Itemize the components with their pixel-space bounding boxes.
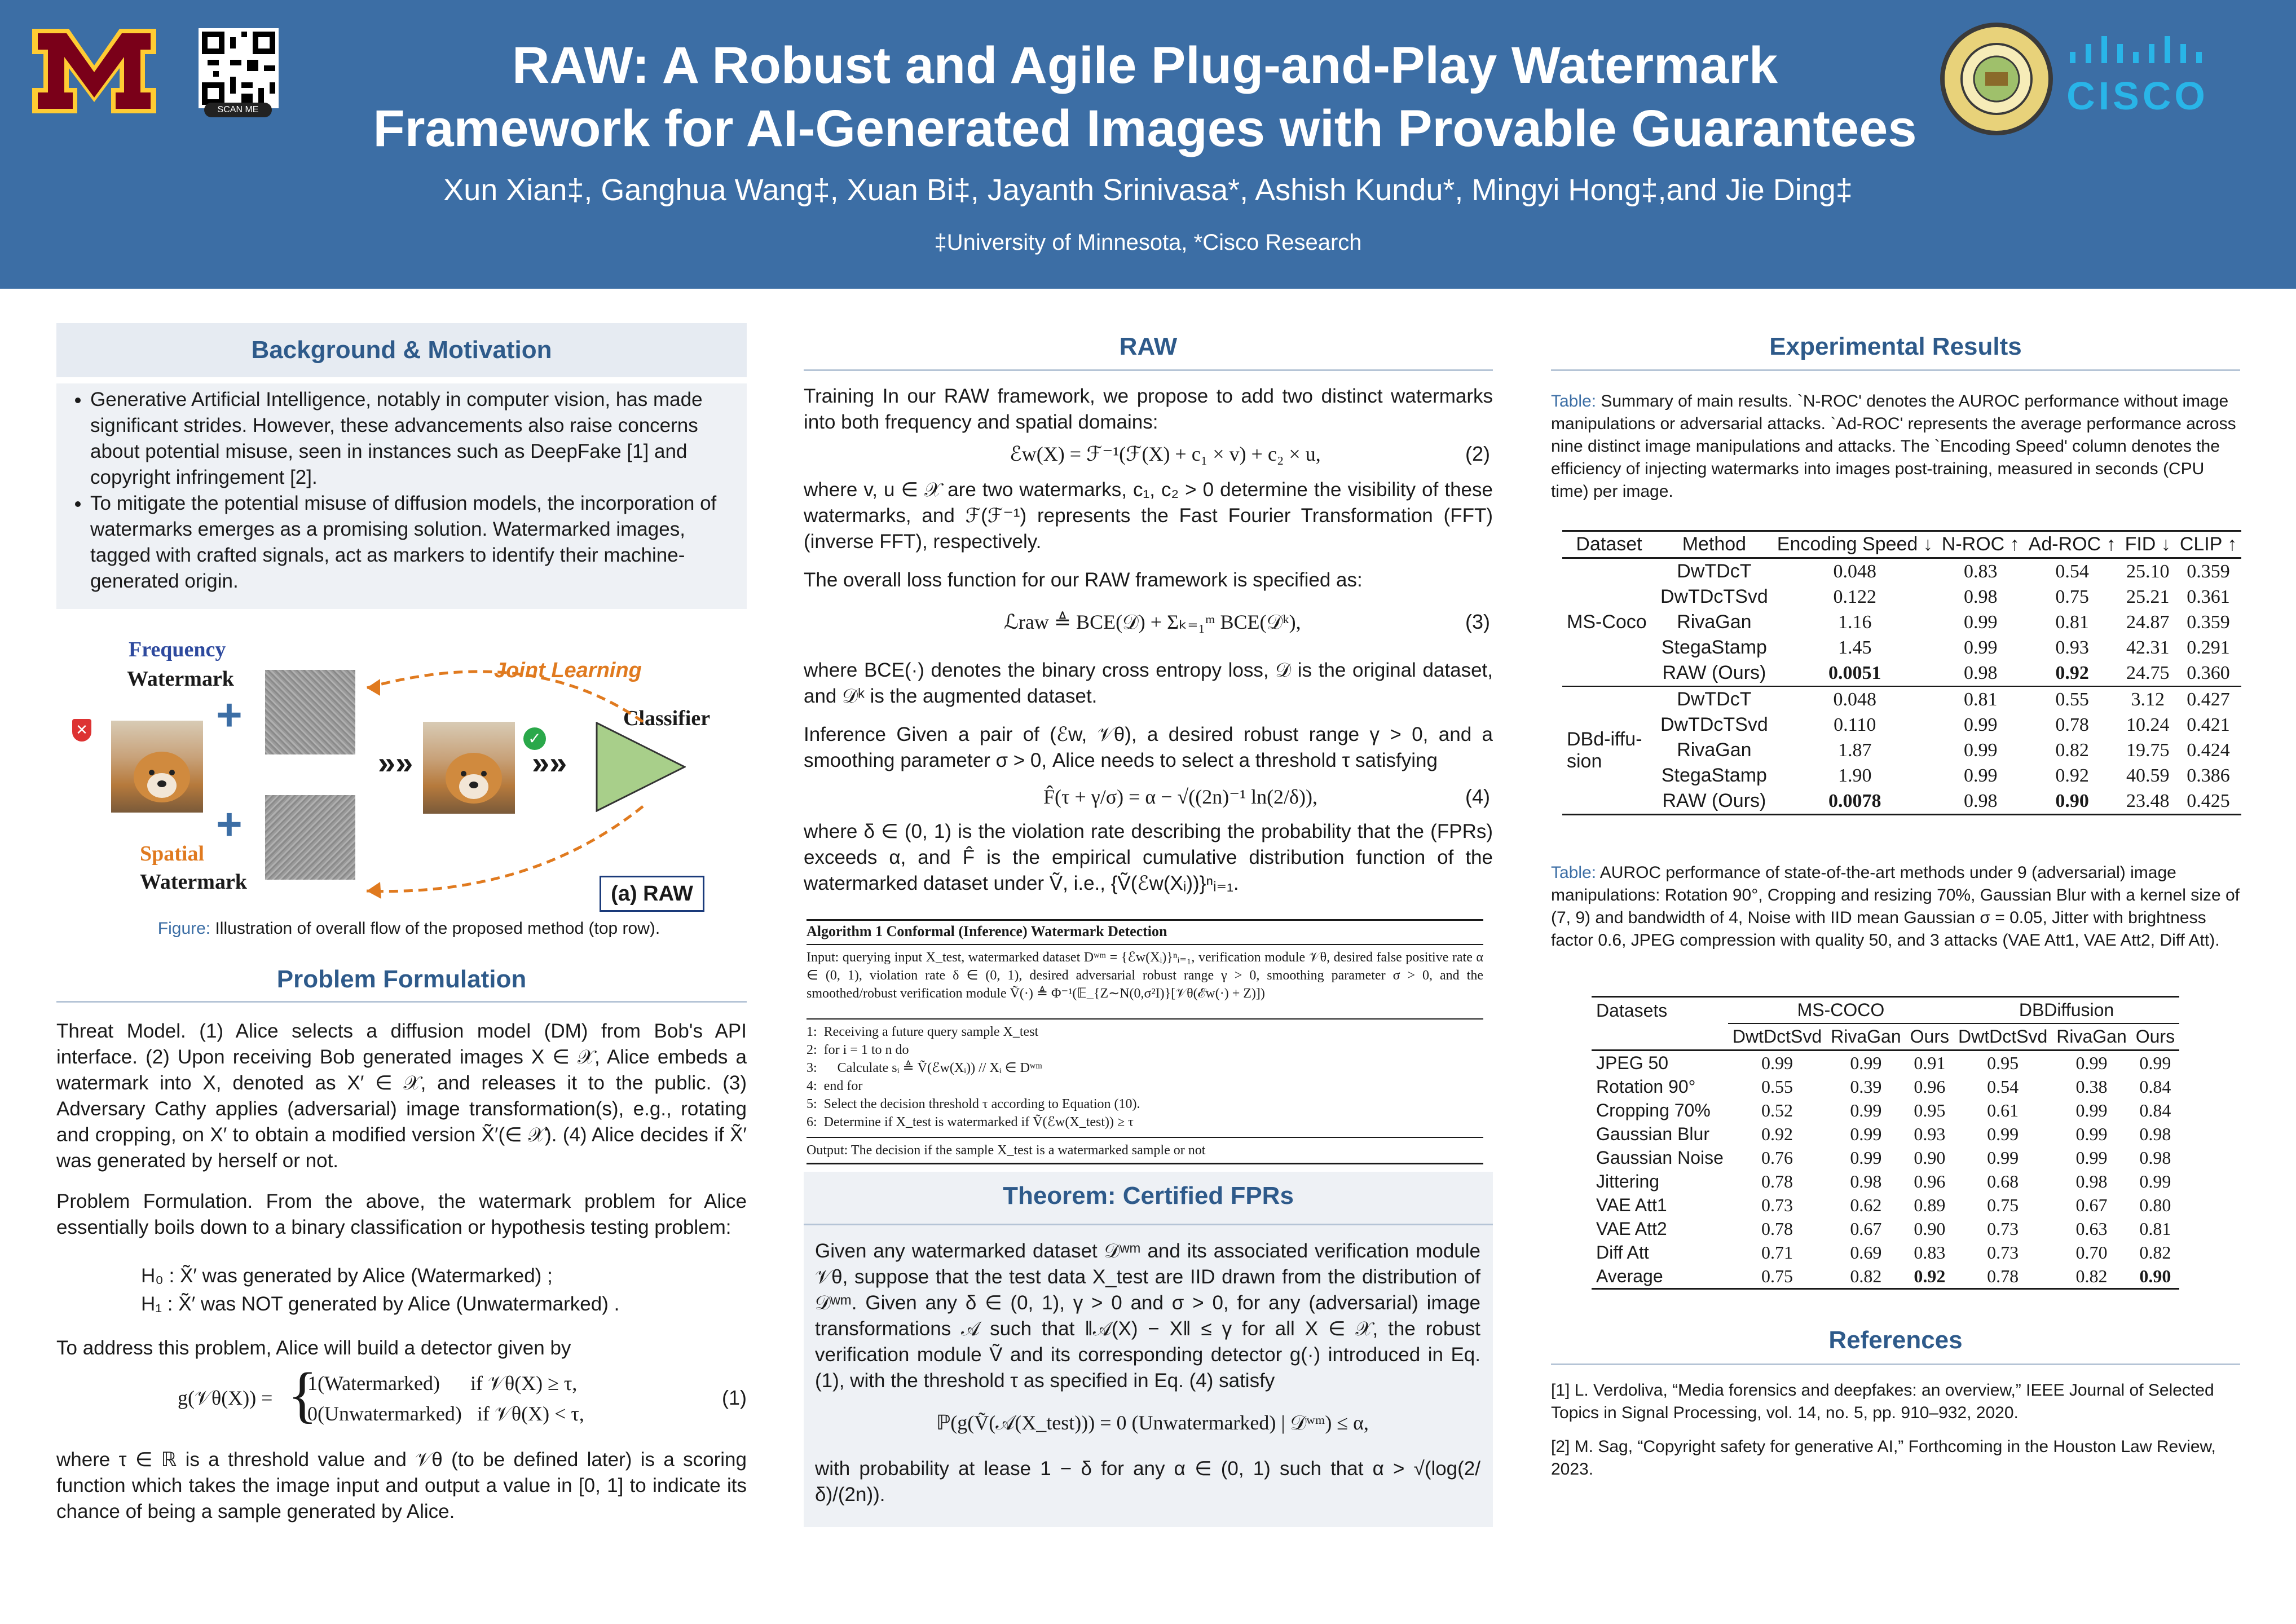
- table-2-caption-text: AUROC performance of state-of-the-art methods under 9 (adversarial) image manipulations: Rotation 90°, Cropping and resizing 70%, Gaussian Blur with a kernel size of (7, 9) and bandwidth of 4, Noise with IID mean Gaussian σ = 0.05, Jitter with brightness factor 0.6, JPEG compression with quality 50, and 3 attacks (VAE Att1, VAE Att2, Diff Att).: [1551, 863, 2240, 950]
- table-cell: 0.98: [1963, 662, 1998, 683]
- table-header-row: [1592, 997, 2179, 1024]
- table-cell: 0.99: [1987, 1123, 2019, 1144]
- title-line-1: RAW: A Robust and Agile Plug-and-Play Watermark: [512, 37, 1778, 94]
- table-header-cell: DwtDctSvd: [1958, 1026, 2048, 1047]
- table-cell: 0.99: [1850, 1052, 1882, 1073]
- table-cell: 0.425: [2187, 790, 2230, 811]
- table-cell: 0.99: [1963, 611, 1998, 633]
- table-cell: 0.92: [2055, 662, 2089, 683]
- table-cell: DwTDcT: [1677, 561, 1752, 582]
- qr-caption: SCAN ME: [204, 103, 272, 117]
- table-cell: 0.361: [2187, 586, 2230, 607]
- equation-1-lhs: g(𝒱θ(X)) =: [178, 1387, 273, 1409]
- detector-intro: To address this problem, Alice will build a detector given by: [56, 1337, 571, 1359]
- umn-logo-icon: [29, 26, 159, 116]
- algorithm-input: Input: querying input X_test, watermarked dataset Dʷᵐ = {ℰw(Xᵢ)}ⁿᵢ₌₁, verification module 𝒱θ, desired false positive rate α ∈ (0, 1), violation rate δ ∈ (0, 1), desired adversarial robust range γ > 0, smoothing parameter σ > 0, and the smoothed/robust verification module Ṽ(·) ≜ Φ⁻¹(𝔼_{Z∼N(0,σ²I)}[𝒱θ(ℰw(·) + Z)]): [807, 950, 1483, 1001]
- freq-label-1: Frequency: [129, 638, 226, 661]
- algorithm-step: 2: for i = 1 to n do: [807, 1043, 909, 1057]
- table-cell: 0.99: [2075, 1100, 2108, 1120]
- table-row: [1592, 1122, 2179, 1146]
- figure-caption-text: Illustration of overall flow of the proposed method (top row).: [210, 919, 660, 938]
- raw-title: RAW: [1119, 333, 1178, 360]
- table-cell: 0.99: [1761, 1052, 1793, 1073]
- manipulation-cell: VAE Att1: [1596, 1194, 1667, 1215]
- table-cell: 0.61: [1987, 1100, 2019, 1120]
- table-cell: 0.96: [1914, 1076, 1946, 1097]
- manipulation-cell: Rotation 90°: [1596, 1076, 1696, 1097]
- table-header-cell: N-ROC ↑: [1941, 533, 2020, 555]
- algorithm-top-rule: [807, 919, 1483, 921]
- table-cell: DwTDcT: [1677, 689, 1752, 710]
- table-cell: 0.386: [2187, 765, 2230, 786]
- table-cell: 1.90: [1838, 765, 1872, 786]
- equation-1-brace: {: [288, 1360, 318, 1429]
- results-table: [1562, 530, 2241, 815]
- table-cell: 0.84: [2139, 1076, 2171, 1097]
- table-header-cell: RivaGan: [2056, 1026, 2127, 1047]
- algorithm-step: 1: Receiving a future query sample X_test: [807, 1025, 1039, 1039]
- table-cell: 0.421: [2187, 714, 2230, 735]
- threat-model-text: (1) Alice selects a diffusion model (DM) from Bob's API interface. (2) Upon receiving Bob generated images X ∈ 𝒳, Alice embeds a watermark into X, denoted as X′ ∈ 𝒳, and releases it to the public. (3) Adversary Cathy applies (adversarial) image transformation(s), e.g., rotating and cropping, on X′ to obtain a modified version X̃′(∈ 𝒳). (4) Alice decides if X̃′ was generated by herself or not.: [56, 1020, 747, 1172]
- spatial-label-2: Watermark: [140, 870, 247, 894]
- table-header-cell: CLIP ↑: [2179, 533, 2237, 555]
- threat-model: [56, 1018, 747, 1174]
- table-cell: 0.93: [1914, 1123, 1946, 1144]
- table-header-cell: Method: [1682, 533, 1747, 555]
- dataset-cell: DBd-iffu-sion: [1567, 728, 1642, 772]
- table-cell: 0.55: [1761, 1076, 1793, 1097]
- reference-item: [1] L. Verdoliva, “Media forensics and deepfakes: an overview,” IEEE Journal of Selected Topics in Signal Processing, vol. 14, no. 5, pp. 910–932, 2020.: [1551, 1381, 2214, 1422]
- raw-label-box: [600, 876, 704, 912]
- table-header-cell: Datasets: [1596, 1000, 1668, 1021]
- method-figure: [56, 626, 747, 925]
- table-cell: 0.93: [2055, 637, 2089, 658]
- table-row: [1592, 1075, 2179, 1098]
- table-cell: 0.99: [2075, 1052, 2108, 1073]
- table-cell: 0.99: [1850, 1147, 1882, 1168]
- equation-2: ℰw(X) = ℱ⁻¹(ℱ(X) + c₁ × v) + c₂ × u,: [1010, 443, 1321, 465]
- inference-text: Given a pair of (ℰw, 𝒱θ), a desired robust range γ > 0, and a smoothing parameter σ > 0, Alice needs to select a threshold τ satisfying: [804, 723, 1493, 771]
- table-cell: 19.75: [2126, 739, 2170, 761]
- table-cell: 0.62: [1850, 1194, 1882, 1215]
- manipulation-cell: Jittering: [1596, 1171, 1660, 1191]
- table-cell: 1.16: [1838, 611, 1872, 633]
- table-cell: 0.73: [1987, 1242, 2019, 1263]
- table-cell: StegaStamp: [1661, 765, 1767, 786]
- table-subheader-row: [1592, 1023, 2179, 1051]
- original-dog-image: [111, 721, 203, 813]
- table-cell: 0.98: [2139, 1123, 2171, 1144]
- table-1-caption-text: Summary of main results. `N-ROC' denotes the AUROC performance without image manipulations or adversarial attacks. `Ad-ROC' represents the average performance across nine distinct image manipulations and attacks. The `Encoding Speed' column denotes the efficiency of injecting watermarks into images post-training, measured in seconds (CPU time) per image.: [1551, 392, 2236, 501]
- table-cell: 0.73: [1987, 1218, 2019, 1239]
- table-cell: 0.70: [2075, 1242, 2108, 1263]
- equation-1-explanation: where τ ∈ ℝ is a threshold value and 𝒱θ (to be defined later) is a scoring function which takes the image input and output a value in [0, 1] to indicate its chance of being a sample generated by Alice.: [56, 1449, 747, 1522]
- table-row: [1562, 763, 2241, 788]
- experimental-results-title: Experimental Results: [1769, 333, 2022, 360]
- table-cell: 0.99: [2075, 1123, 2108, 1144]
- table-cell: 0.54: [2055, 561, 2089, 582]
- table-header-cell: Ours: [1910, 1026, 1949, 1047]
- unsafe-shield-icon: ✕: [72, 719, 91, 742]
- table-cell: 0.78: [2055, 714, 2089, 735]
- table-row: [1562, 712, 2241, 738]
- table-cell: 0.67: [1850, 1218, 1882, 1239]
- divider: [804, 369, 1493, 371]
- verified-check-icon: ✓: [523, 727, 546, 750]
- algorithm-title: Algorithm 1 Conformal (Inference) Watermark Detection: [807, 923, 1167, 939]
- table-row: [1592, 1193, 2179, 1217]
- divider: [1551, 369, 2240, 371]
- table-1-caption: [1551, 390, 2240, 503]
- theorem-text: Given any watermarked dataset 𝒟ʷᵐ and its associated verification module 𝒱θ, suppose that the test data X_test are IID drawn from the distribution of 𝒟ʷᵐ. Given any δ ∈ (0, 1), γ > 0 and σ > 0, for any (adversarial) image transformations 𝒜 such that ‖𝒜(X) − X‖ ≤ γ for all X ∈ 𝒳, the robust verification module Ṽ and its corresponding detector g(·) introduced in Eq. (1), with the threshold τ as specified in Eq. (4) satisfy: [815, 1240, 1480, 1392]
- affiliations: ‡University of Minnesota, *Cisco Research: [934, 230, 1362, 255]
- table-cell: 0.81: [1963, 689, 1998, 710]
- table-cell: 0.90: [2055, 790, 2089, 811]
- loss-intro: The overall loss function for our RAW framework is specified as:: [804, 569, 1363, 591]
- table-cell: 0.98: [1963, 586, 1998, 607]
- algorithm-rule: [807, 1137, 1483, 1138]
- training-text: In our RAW framework, we propose to add two distinct watermarks into both frequency and spatial domains:: [804, 385, 1493, 433]
- table-group-header: DBDiffusion: [1954, 997, 2179, 1024]
- table-cell: 0.81: [2139, 1218, 2171, 1239]
- table-cell: RAW (Ours): [1662, 662, 1766, 683]
- table-cell: 0.81: [2055, 611, 2089, 633]
- table-header-cell: Dataset: [1576, 533, 1642, 555]
- poster-header: [0, 0, 2296, 289]
- problem-formulation-text: From the above, the watermark problem for Alice essentially boils down to a binary classification or hypothesis testing problem:: [56, 1190, 747, 1238]
- table-cell: RAW (Ours): [1662, 790, 1766, 811]
- table-cell: 0.98: [2139, 1147, 2171, 1168]
- table-cell: 40.59: [2126, 765, 2170, 786]
- table-cell: 0.55: [2055, 689, 2089, 710]
- table-header-row: [1562, 531, 2241, 558]
- figure-caption: [85, 916, 733, 942]
- table-cell: 24.75: [2126, 662, 2170, 683]
- table-cell: 0.90: [2139, 1265, 2171, 1286]
- training-paragraph: [804, 383, 1493, 435]
- table-header-cell: Encoding Speed ↓: [1777, 533, 1933, 555]
- cisco-wordmark: CISCO: [2066, 74, 2209, 118]
- table-cell: 0.54: [1987, 1076, 2019, 1097]
- freq-label-2: Watermark: [127, 667, 234, 691]
- table-cell: 0.83: [1914, 1242, 1946, 1263]
- cisco-bars-icon: [2064, 34, 2211, 73]
- table-cell: 0.80: [2139, 1194, 2171, 1215]
- table-cell: 0.91: [1914, 1052, 1946, 1073]
- manipulation-cell: Cropping 70%: [1596, 1100, 1711, 1120]
- table-cell: 0.89: [1914, 1194, 1946, 1215]
- threat-model-head: Threat Model.: [56, 1020, 186, 1042]
- background-bullet: • Generative Artificial Intelligence, notably in computer vision, has made significant strides. However, these advancements also raise concerns about potential misuse, seen in instances such as DeepFake [1] and copyright infringement [2].: [90, 387, 730, 491]
- table-cell: 0.99: [1987, 1147, 2019, 1168]
- table-cell: 0.69: [1850, 1242, 1882, 1263]
- table-cell: 0.99: [1963, 714, 1998, 735]
- table-cell: 0.360: [2187, 662, 2230, 683]
- table-cell: 0.99: [1963, 765, 1998, 786]
- table-cell: 3.12: [2131, 689, 2165, 710]
- table-cell: 0.83: [1963, 561, 1998, 582]
- plus-icon: +: [216, 690, 243, 740]
- table-cell: 23.48: [2126, 790, 2170, 811]
- table-cell: 0.76: [1761, 1147, 1793, 1168]
- table-cell: 0.90: [1914, 1218, 1946, 1239]
- equation-2-number: (2): [1465, 442, 1490, 465]
- manipulation-cell: Diff Att: [1596, 1242, 1649, 1263]
- table-cell: 0.82: [2055, 739, 2089, 761]
- table-cell: 0.359: [2187, 561, 2230, 582]
- table-cell: 0.424: [2187, 739, 2230, 761]
- equation-3-number: (3): [1465, 610, 1490, 633]
- manipulation-cell: JPEG 50: [1596, 1052, 1669, 1073]
- equation-4-explanation: where δ ∈ (0, 1) is the violation rate describing the probability that the (FPRs) exceeds α, and F̂ is the empirical cumulative distribution function of the watermarked dataset under Ṽ, i.e., {Ṽ(ℰw(Xᵢ))}ⁿᵢ₌₁.: [804, 820, 1493, 894]
- algorithm-rule: [807, 1018, 1483, 1020]
- algorithm-mid-rule: [807, 944, 1483, 945]
- equation-1-case-2: 0(Unwatermarked) if 𝒱θ(X) < τ,: [307, 1402, 584, 1425]
- manipulation-cell: Gaussian Noise: [1596, 1147, 1724, 1168]
- table-cell: 0.73: [1761, 1194, 1793, 1215]
- authors: Xun Xian‡, Ganghua Wang‡, Xuan Bi‡, Jayanth Srinivasa*, Ashish Kundu*, Mingyi Hong‡,and Jie Ding‡: [443, 173, 1853, 207]
- equation-1-case-1: 1(Watermarked) if 𝒱θ(X) ≥ τ,: [307, 1372, 578, 1394]
- table-row: [1592, 1051, 2179, 1075]
- table-cell: 0.82: [2075, 1265, 2108, 1286]
- manipulation-cell: VAE Att2: [1596, 1218, 1667, 1239]
- divider: [1551, 1363, 2240, 1365]
- algorithm-step: 6: Determine if X_test is watermarked if Ṽ(ℰw(X_test)) ≥ τ: [807, 1115, 1134, 1129]
- table-cell: 0.98: [1963, 790, 1998, 811]
- qr-code-icon[interactable]: [199, 28, 279, 108]
- table-cell: 0.95: [1987, 1052, 2019, 1073]
- problem-formulation-head: Problem Formulation.: [56, 1190, 253, 1212]
- table-cell: 0.52: [1761, 1100, 1793, 1120]
- table-cell: 0.99: [2139, 1052, 2171, 1073]
- equation-2-explanation: where v, u ∈ 𝒳 are two watermarks, c₁, c₂ > 0 determine the visibility of these watermarks, and ℱ(ℱ⁻¹) represents the Fast Fourier Transformation (FFT) (inverse FFT), respectively.: [804, 479, 1493, 553]
- table-header-cell: RivaGan: [1831, 1026, 1901, 1047]
- training-head: Training: [804, 385, 875, 407]
- table-cell: 0.84: [2139, 1100, 2171, 1120]
- table-cell: 0.82: [2139, 1242, 2171, 1263]
- spatial-label-1: Spatial: [140, 842, 205, 866]
- table-2-caption: [1551, 862, 2240, 952]
- joint-learning-label: Joint Learning: [494, 659, 642, 682]
- references-title: References: [1828, 1326, 1963, 1354]
- algorithm-step: 4: end for: [807, 1079, 863, 1093]
- table-cell: 0.75: [1761, 1265, 1793, 1286]
- classifier-label: Classifier: [623, 707, 711, 730]
- table-row: [1562, 788, 2241, 815]
- table-cell: 10.24: [2126, 714, 2170, 735]
- reference-item: [2] M. Sag, “Copyright safety for generative AI,” Forthcoming in the Houston Law Review, 2023.: [1551, 1437, 2216, 1479]
- table-cell: DwTDcTSvd: [1660, 714, 1768, 735]
- table-row: [1592, 1170, 2179, 1193]
- table-cell: 0.78: [1761, 1171, 1793, 1191]
- equation-3: ℒraw ≜ BCE(𝒟) + Σₖ₌₁ᵐ BCE(𝒟ᵏ),: [1004, 611, 1301, 633]
- table-row: [1562, 635, 2241, 660]
- background-body: [56, 383, 747, 609]
- equation-1-number: (1): [722, 1386, 747, 1409]
- table-cell: 0.38: [2075, 1076, 2108, 1097]
- table-cell: 0.75: [2055, 586, 2089, 607]
- spatial-watermark-noise: [265, 795, 355, 880]
- table-cell: 1.87: [1838, 739, 1872, 761]
- dataset-cell: MS-Coco: [1567, 611, 1647, 633]
- table-row: [1592, 1098, 2179, 1122]
- manipulation-cell: Gaussian Blur: [1596, 1123, 1709, 1144]
- table-cell: 0.99: [1963, 637, 1998, 658]
- table-cell: 0.99: [1850, 1123, 1882, 1144]
- cisco-logo: [2064, 34, 2211, 118]
- table-cell: StegaStamp: [1661, 637, 1767, 658]
- table-cell: 0.67: [2075, 1194, 2108, 1215]
- table-cell: 0.78: [1761, 1218, 1793, 1239]
- table-header-cell: Ours: [2135, 1026, 2175, 1047]
- table-cell: 0.68: [1987, 1171, 2019, 1191]
- table-row: [1592, 1146, 2179, 1170]
- table-row: [1562, 686, 2241, 712]
- table-cell: 0.92: [2055, 765, 2089, 786]
- table-row: [1562, 584, 2241, 610]
- raw-label: (a) RAW: [611, 882, 693, 906]
- table-cell: 0.99: [2075, 1147, 2108, 1168]
- table-row: [1562, 558, 2241, 585]
- table-cell: RivaGan: [1677, 611, 1752, 633]
- table-cell: 0.98: [1850, 1171, 1882, 1191]
- table-cell: 0.291: [2187, 637, 2230, 658]
- table-row: [1562, 610, 2241, 635]
- table-cell: 0.98: [2075, 1171, 2108, 1191]
- algorithm-bottom-rule: [807, 1163, 1483, 1164]
- table-cell: 0.99: [2139, 1171, 2171, 1191]
- table-header-cell: DwtDctSvd: [1732, 1026, 1822, 1047]
- table-cell: 0.110: [1834, 714, 1876, 735]
- table-header-cell: FID ↓: [2125, 533, 2171, 555]
- table-cell: 0.75: [1987, 1194, 2019, 1215]
- table-row: [1592, 1241, 2179, 1264]
- table-row: [1592, 1264, 2179, 1289]
- theorem-title: Theorem: Certified FPRs: [1003, 1182, 1294, 1210]
- inference-paragraph: [804, 722, 1493, 774]
- equation-3-explanation: where BCE(·) denotes the binary cross entropy loss, 𝒟 is the original dataset, and 𝒟ᵏ is the augmented dataset.: [804, 659, 1493, 707]
- theorem-equation: ℙ(g(Ṽ(𝒜(X_test))) = 0 (Unwatermarked) | 𝒟ʷᵐ) ≤ α,: [936, 1411, 1369, 1434]
- inference-head: Inference: [804, 723, 886, 745]
- divider: [804, 1224, 1493, 1225]
- poster-title: [293, 34, 1997, 160]
- table-row: [1562, 738, 2241, 763]
- manipulation-cell: Average: [1596, 1265, 1663, 1286]
- auroc-table: [1592, 996, 2179, 1290]
- table-cell: 25.10: [2126, 561, 2170, 582]
- background-title: Background & Motivation: [251, 336, 552, 364]
- table-cell: 42.31: [2126, 637, 2170, 658]
- table-cell: 0.63: [2075, 1218, 2108, 1239]
- table-cell: 0.359: [2187, 611, 2230, 633]
- table-cell: 0.92: [1761, 1123, 1793, 1144]
- problem-formulation-title: Problem Formulation: [276, 965, 527, 993]
- table-cell: 0.95: [1914, 1100, 1946, 1120]
- table-cell: 0.39: [1850, 1076, 1882, 1097]
- background-title-box: [56, 323, 747, 377]
- chevrons-icon: »»: [532, 745, 567, 780]
- table-cell: 0.71: [1761, 1242, 1793, 1263]
- table-cell: 0.048: [1833, 561, 1877, 582]
- equation-4: F̂(τ + γ/σ) = α − √((2n)⁻¹ ln(2/δ)),: [1043, 785, 1317, 808]
- algorithm-step: 5: Select the decision threshold τ according to Equation (10).: [807, 1097, 1140, 1111]
- table-cell: 0.78: [1987, 1265, 2019, 1286]
- table-cell: 0.0078: [1828, 790, 1881, 811]
- chevrons-icon: »»: [378, 745, 413, 780]
- background-bullet: • To mitigate the potential misuse of diffusion models, the incorporation of watermarks emerges as a promising solution. Watermarked images, tagged with crafted signals, act as markers to identify their machine-generated origin.: [90, 491, 730, 594]
- table-cell: 0.0051: [1828, 662, 1881, 683]
- table-cell: 0.427: [2187, 689, 2230, 710]
- theorem-condition: with probability at lease 1 − δ for any α ∈ (0, 1) such that α > √(log(2/δ)/(2n)).: [815, 1458, 1480, 1506]
- algorithm-step: 3: Calculate sᵢ ≜ Ṽ(ℰw(Xᵢ)) // Xᵢ ∈ Dʷᵐ: [807, 1061, 1042, 1075]
- table-cell: 0.99: [1850, 1100, 1882, 1120]
- freq-watermark-noise: [265, 670, 355, 754]
- table-cell: 25.21: [2126, 586, 2170, 607]
- table-row: [1562, 660, 2241, 686]
- table-cell: 24.87: [2126, 611, 2170, 633]
- joint-learning-arrows-icon: [361, 654, 654, 902]
- plus-icon: +: [216, 799, 243, 849]
- university-seal-icon: [1940, 23, 2053, 135]
- table-cell: 0.122: [1833, 586, 1877, 607]
- table-2-caption-prefix: Table:: [1551, 863, 1597, 882]
- problem-formulation: [56, 1189, 747, 1241]
- equation-4-number: (4): [1465, 785, 1490, 808]
- table-cell: 0.96: [1914, 1171, 1946, 1191]
- table-cell: DwTDcTSvd: [1660, 586, 1768, 607]
- table-1-caption-prefix: Table:: [1551, 392, 1597, 411]
- divider: [56, 1001, 747, 1003]
- title-line-2: Framework for AI-Generated Images with Provable Guarantees: [373, 100, 1917, 157]
- table-cell: 1.45: [1838, 637, 1872, 658]
- hypothesis-h0: H₀ : X̃′ was generated by Alice (Watermarked) ;: [141, 1265, 553, 1287]
- table-cell: 0.99: [1963, 739, 1998, 761]
- algorithm-output: Output: The decision if the sample X_test is a watermarked sample or not: [807, 1143, 1206, 1158]
- table-header-cell: Ad-ROC ↑: [2028, 533, 2116, 555]
- figure-caption-prefix: Figure:: [157, 919, 211, 938]
- table-cell: 0.048: [1833, 689, 1877, 710]
- hypothesis-h1: H₁ : X̃′ was NOT generated by Alice (Unwatermarked) .: [141, 1293, 620, 1315]
- table-row: [1592, 1217, 2179, 1241]
- table-cell: 0.92: [1914, 1265, 1946, 1286]
- table-group-header: MS-COCO: [1728, 997, 1954, 1024]
- table-cell: 0.82: [1850, 1265, 1882, 1286]
- table-cell: 0.90: [1914, 1147, 1946, 1168]
- table-cell: RivaGan: [1677, 739, 1752, 761]
